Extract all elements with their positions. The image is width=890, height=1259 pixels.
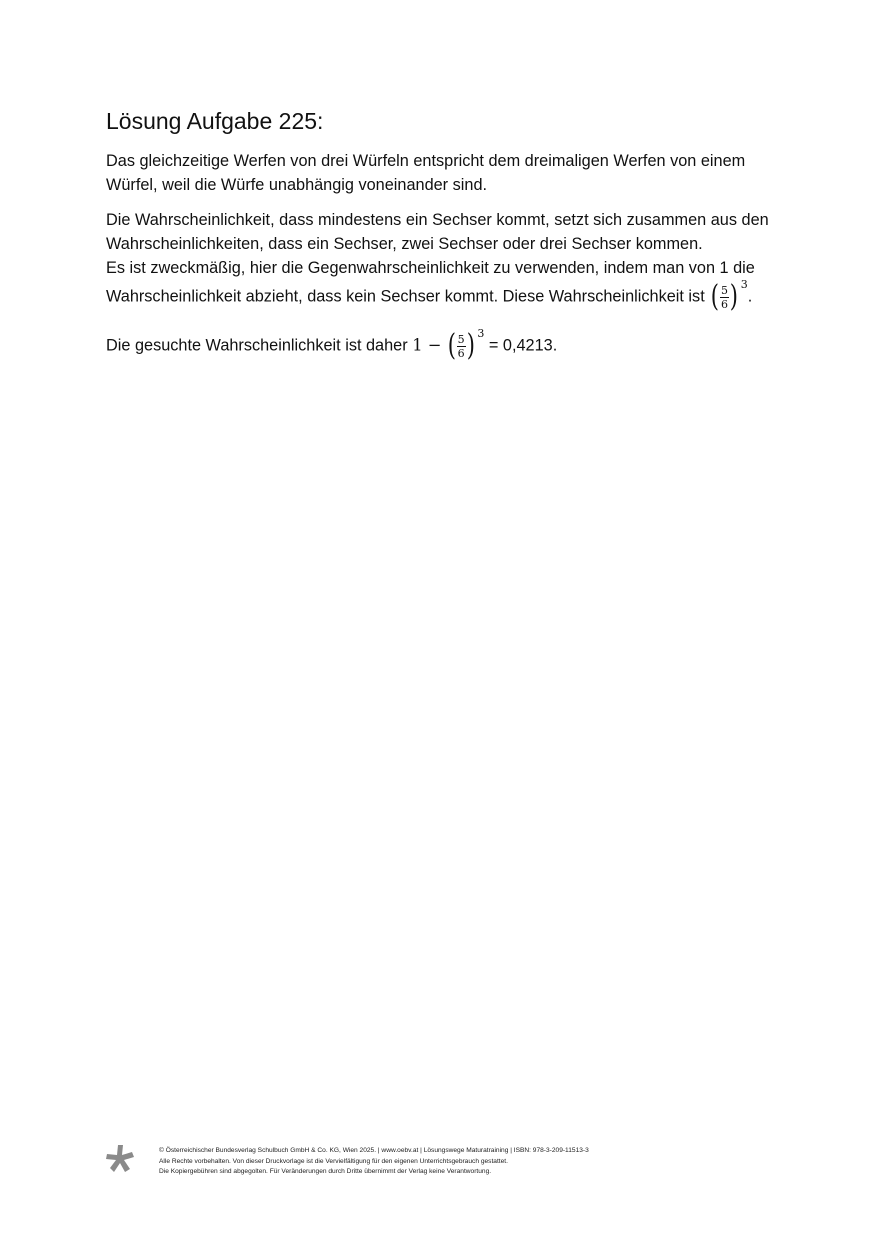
left-paren: (	[711, 279, 720, 314]
fraction-numerator: 5	[457, 332, 465, 346]
sentence-period: .	[747, 287, 753, 306]
footer-line-1: © Österreichischer Bundesverlag Schulbuch GmbH & Co. KG, Wien 2025. | www.oebv.at | Lösungswege Maturatraining | ISBN: 978-3-209-11513-3	[159, 1147, 589, 1154]
publisher-logo-icon	[104, 1143, 136, 1175]
result-prefix: 1 −	[412, 335, 442, 355]
footer-line-3: Die Kopiergebühren sind abgegolten. Für Veränderungen durch Dritte übernimmt der Verlag keine Verantwortung.	[159, 1168, 492, 1175]
result-fraction-power	[446, 326, 485, 363]
fraction-denominator: 6	[720, 297, 728, 311]
paragraph-explanation	[106, 208, 786, 280]
fraction-numerator: 5	[720, 283, 728, 297]
fraction	[457, 333, 466, 360]
right-paren: )	[466, 328, 475, 363]
fraction	[720, 284, 729, 311]
probability-statement	[106, 277, 753, 314]
result-text: Die gesuchte Wahrscheinlichkeit ist daher	[106, 336, 408, 355]
page-title: Lösung Aufgabe 225:	[106, 108, 324, 134]
fraction-exponent: 3	[740, 277, 748, 291]
fraction-exponent: 3	[477, 326, 485, 340]
probability-statement-text: Wahrscheinlichkeit abzieht, dass kein Sechser kommt. Diese Wahrscheinlichkeit ist	[106, 287, 705, 306]
fraction-power	[709, 277, 748, 314]
result-value: = 0,4213.	[488, 336, 558, 355]
right-paren: )	[729, 279, 738, 314]
result-statement	[106, 326, 558, 363]
fraction-denominator: 6	[457, 346, 465, 360]
paragraph-explanation-text-2: Es ist zweckmäßig, hier die Gegenwahrscheinlichkeit zu verwenden, indem man von 1 die	[106, 259, 755, 277]
paragraph-explanation-text: Die Wahrscheinlichkeit, dass mindestens ein Sechser kommt, setzt sich zusammen aus den Wahrscheinlichkeiten, dass ein Sechser, zwei Sechser oder drei Sechser kommen.	[106, 211, 769, 253]
left-paren: (	[447, 328, 456, 363]
paragraph-intro: Das gleichzeitige Werfen von drei Würfeln entspricht dem dreimaligen Werfen von einem Würfel, weil die Würfe unabhängig voneinander sind.	[106, 152, 746, 194]
footer-line-2: Alle Rechte vorbehalten. Von dieser Druckvorlage ist die Vervielfältigung für den eigenen Unterrichtsgebrauch gestattet.	[159, 1157, 508, 1165]
footer	[159, 1146, 589, 1178]
